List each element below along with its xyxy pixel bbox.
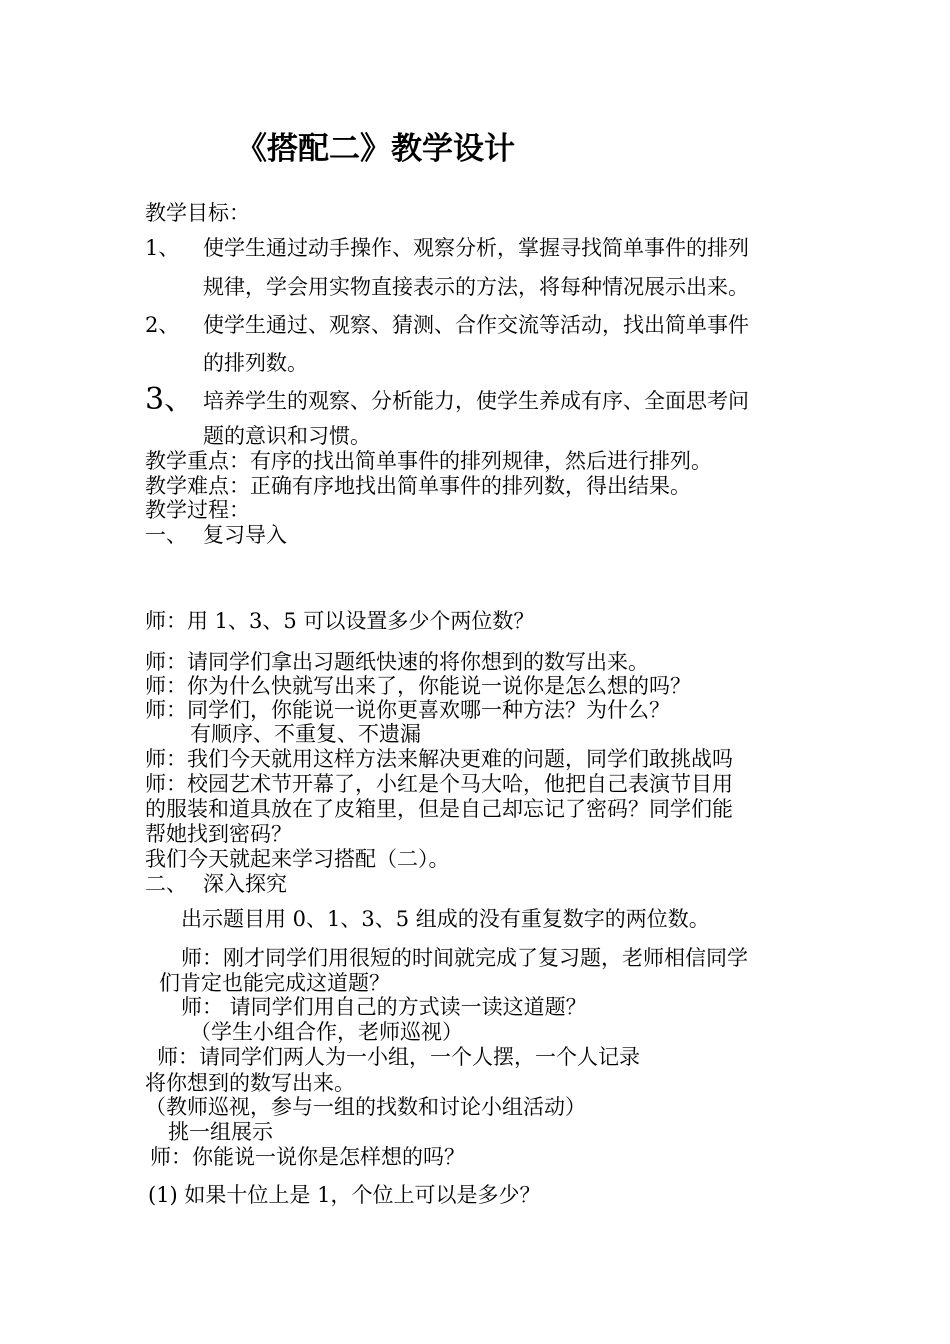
explore-line: 挑一组展示 xyxy=(168,1120,273,1144)
explore-line: 师： 请同学们用自己的方式读一读这道题？ xyxy=(181,995,587,1019)
section-1-label: 复习导入 xyxy=(203,523,287,547)
explore-line: （教师巡视，参与一组的找数和讨论小组活动） xyxy=(145,1095,586,1119)
objective-1-line-2: 规律，学会用实物直接表示的方法，将每种情况展示出来。 xyxy=(203,275,749,299)
review-line: 师：校园艺术节开幕了，小红是个马大哈，他把自己表演节目用 xyxy=(145,772,733,796)
explore-line: 师：请同学们两人为一小组，一个人摆，一个人记录 xyxy=(157,1045,640,1069)
section-2-label: 深入探究 xyxy=(203,872,287,896)
objective-2-number: 2、 xyxy=(145,313,180,337)
objective-2-line-1: 使学生通过、观察、猜测、合作交流等活动，找出简单事件 xyxy=(203,313,749,337)
section-2-number: 二、 xyxy=(145,872,187,896)
document-title: 《搭配二》教学设计 xyxy=(236,131,515,167)
review-line: 师：用 1、3、5 可以设置多少个两位数？ xyxy=(145,609,535,633)
review-line: 的服装和道具放在了皮箱里，但是自己却忘记了密码？同学们能 xyxy=(145,797,733,821)
difficulty-point: 教学难点：正确有序地找出简单事件的排列数，得出结果。 xyxy=(145,474,691,498)
review-line: 我们今天就起来学习搭配（二）。 xyxy=(145,847,450,871)
objective-3-line-1: 培养学生的观察、分析能力，使学生养成有序、全面思考问 xyxy=(203,389,749,413)
explore-line: （学生小组合作，老师巡视） xyxy=(190,1020,463,1044)
review-line: 师：同学们，你能说一说你更喜欢哪一种方法？为什么？ xyxy=(145,698,670,722)
explore-line: 将你想到的数写出来。 xyxy=(145,1071,355,1095)
explore-line: 出示题目用 0、1、3、5 组成的没有重复数字的两位数。 xyxy=(181,907,710,931)
explore-line: 师：刚才同学们用很短的时间就完成了复习题，老师相信同学 xyxy=(181,946,748,970)
review-line: 帮她找到密码？ xyxy=(145,822,292,846)
objective-1-line-1: 使学生通过动手操作、观察分析，掌握寻找简单事件的排列 xyxy=(203,236,749,260)
explore-line: (1) 如果十位上是 1，个位上可以是多少？ xyxy=(148,1183,541,1207)
review-line: 师：我们今天就用这样方法来解决更难的问题，同学们敢挑战吗 xyxy=(145,747,733,771)
objective-3-number: 3、 xyxy=(145,382,195,417)
review-line: 有顺序、不重复、不遗漏 xyxy=(190,722,421,746)
explore-line: 们肯定也能完成这道题？ xyxy=(159,971,390,995)
process-heading: 教学过程： xyxy=(145,498,250,522)
section-1-number: 一、 xyxy=(145,523,187,547)
key-point: 教学重点：有序的找出简单事件的排列规律，然后进行排列。 xyxy=(145,449,712,473)
objectives-heading: 教学目标： xyxy=(145,201,250,225)
review-line: 师：你为什么快就写出来了，你能说一说你是怎么想的吗？ xyxy=(145,674,691,698)
review-line: 师：请同学们拿出习题纸快速的将你想到的数写出来。 xyxy=(145,650,649,674)
objective-1-number: 1、 xyxy=(145,236,180,260)
explore-line: 师：你能说一说你是怎样想的吗？ xyxy=(150,1145,465,1169)
objective-3-line-2: 题的意识和习惯。 xyxy=(203,424,371,448)
objective-2-line-2: 的排列数。 xyxy=(203,351,308,375)
